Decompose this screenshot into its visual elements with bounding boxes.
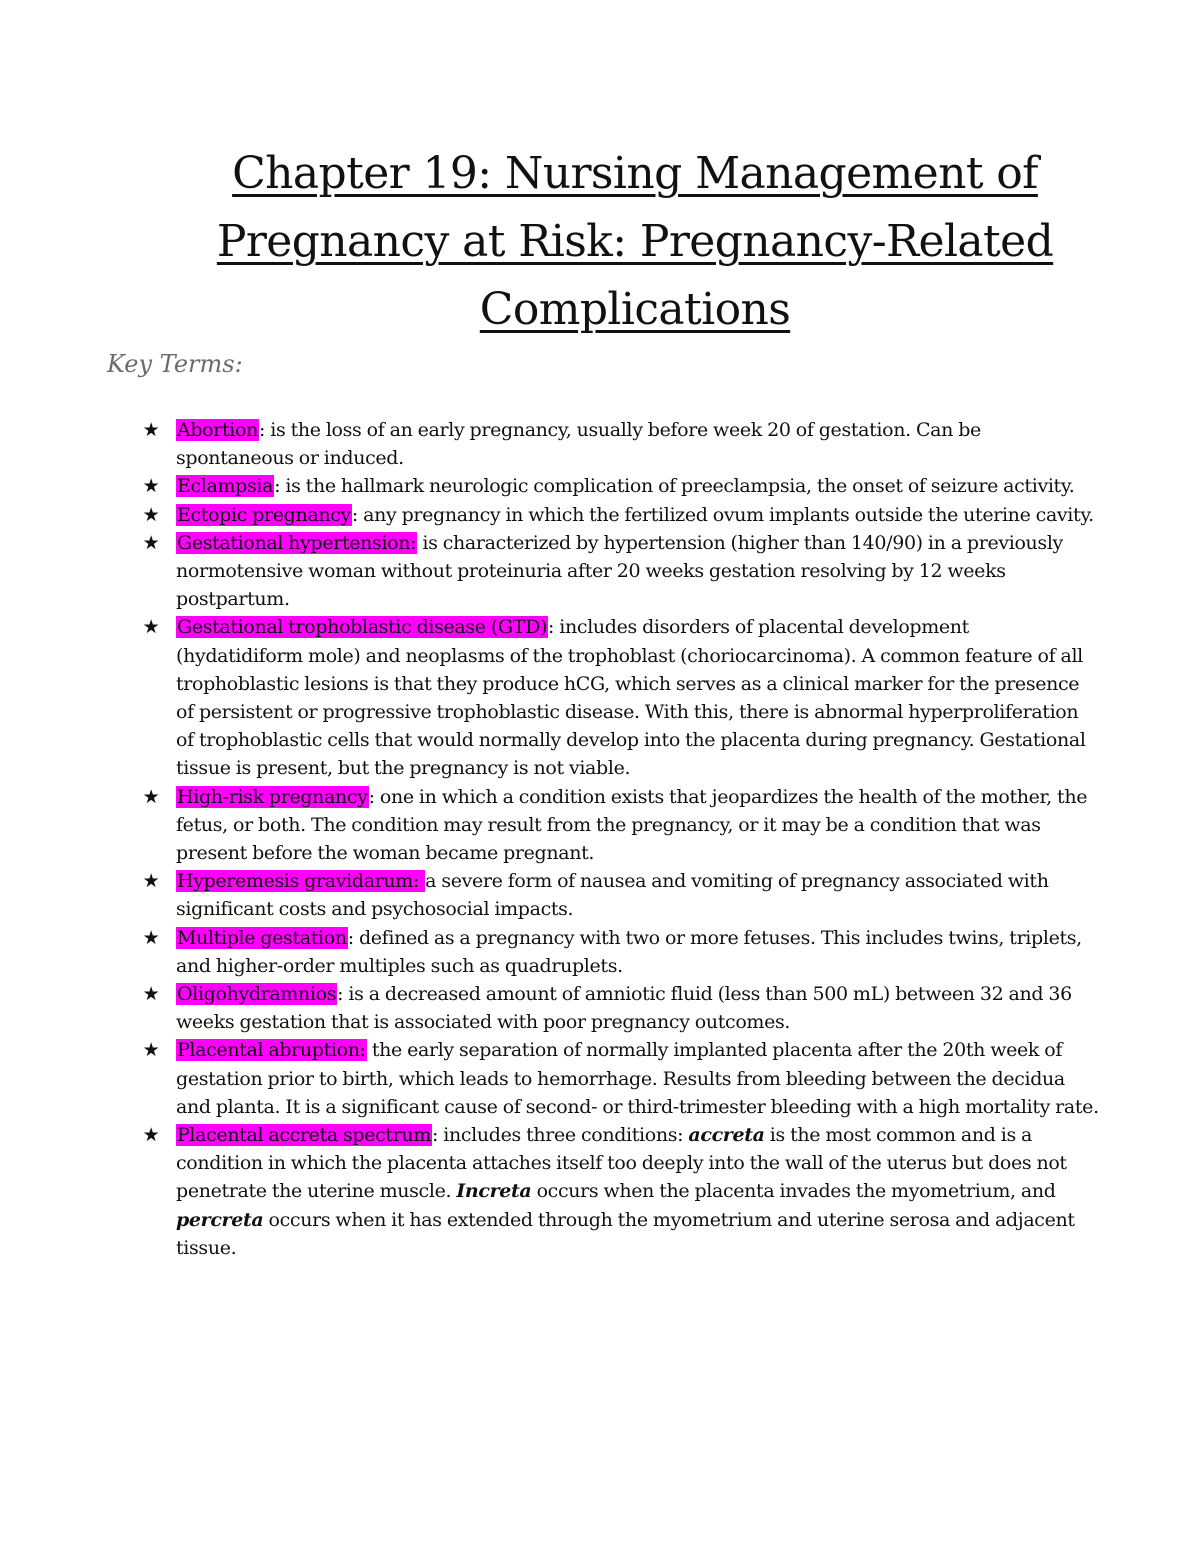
star-icon: ★ xyxy=(142,419,160,441)
list-item xyxy=(140,501,1100,529)
highlighted-term: Gestational trophoblastic disease (GTD) xyxy=(177,616,548,639)
term-separator: : xyxy=(368,785,375,808)
star-icon: ★ xyxy=(142,475,160,498)
term-definition: one in which a condition exists that jeopardizes the health of the mother, the fetus, or both. The condition may result from the pregnancy, or it may be a condition that was present before the woman became pregnant. xyxy=(176,785,1088,865)
document-title: Chapter 19: Nursing Management of Pregnancy at Risk: Pregnancy-Related Complications xyxy=(216,148,1054,335)
term-definition: is characterized by hypertension (higher than 140/90) in a previously normotensive woman without proteinuria after 20 weeks gestation resolving by 12 weeks postpartum. xyxy=(176,531,1063,611)
term-separator: : xyxy=(337,983,344,1006)
star-icon: ★ xyxy=(142,1124,160,1147)
list-item xyxy=(140,980,1100,1036)
term-definition: is the hallmark neurologic complication of preeclampsia, the onset of seizure activity. xyxy=(280,475,1075,498)
emphasized-term-increta: Increta xyxy=(456,1180,532,1203)
highlighted-term: Gestational hypertension: xyxy=(177,531,417,554)
term-separator: : xyxy=(274,475,281,498)
emphasized-term-percreta: percreta xyxy=(176,1208,264,1231)
list-item xyxy=(140,924,1100,980)
list-item xyxy=(140,867,1100,923)
term-definition: defined as a pregnancy with two or more fetuses. This includes twins, triplets, and higher-order multiples such as quadruplets. xyxy=(176,926,1082,977)
term-definition: a severe form of nausea and vomiting of pregnancy associated with significant costs and psychosocial impacts. xyxy=(176,870,1049,921)
term-separator: : xyxy=(347,926,354,949)
list-item xyxy=(140,472,1100,500)
term-definition: includes disorders of placental development (hydatidiform mole) and neoplasms of the trophoblast (choriocarcinoma). A common feature of all trophoblastic lesions is that they produce hCG, which serves as a clinical marker for the presence of persistent or progressive trophoblastic disease. With this, there is abnormal hyperproliferation of trophoblastic cells that would normally develop into the placenta during pregnancy. Gestational tissue is present, but the pregnancy is not viable. xyxy=(176,616,1086,780)
term-definition: any pregnancy in which the fertilized ovum implants outside the uterine cavity. xyxy=(357,503,1094,526)
highlighted-term: Oligohydramnios xyxy=(177,983,337,1006)
key-terms-heading: Key Terms: xyxy=(107,350,243,378)
list-item xyxy=(140,416,1100,472)
highlighted-term: Multiple gestation xyxy=(177,926,347,949)
highlighted-term: Placental abruption: xyxy=(177,1039,366,1062)
term-definition: is the loss of an early pregnancy, usually before week 20 of gestation. Can be spontaneous or induced. xyxy=(176,419,981,470)
list-item xyxy=(140,1121,1100,1262)
highlighted-term: Placental accreta spectrum xyxy=(177,1124,431,1147)
term-definition: is a decreased amount of amniotic fluid (less than 500 mL) between 32 and 36 weeks gestation that is associated with poor pregnancy outcomes. xyxy=(176,983,1072,1034)
highlighted-term: Abortion xyxy=(177,419,258,441)
term-definition: includes three conditions: xyxy=(438,1124,689,1147)
highlighted-term: High-risk pregnancy xyxy=(177,785,368,808)
emphasized-term-accreta: accreta xyxy=(688,1124,765,1147)
star-icon: ★ xyxy=(142,926,160,949)
list-item xyxy=(140,1036,1100,1121)
term-definition: the early separation of normally implanted placenta after the 20th week of gestation prior to birth, which leads to hemorrhage. Results from bleeding between the decidua and planta. It is a significant cause of second- or third-trimester bleeding with a high mortality rate. xyxy=(176,1039,1099,1118)
term-definition: occurs when it has extended through the myometrium and uterine serosa and adjacent tissue. xyxy=(176,1208,1075,1259)
list-item xyxy=(140,783,1100,868)
term-separator: : xyxy=(548,616,555,639)
highlighted-term: Ectopic pregnancy xyxy=(177,503,351,526)
star-icon: ★ xyxy=(142,616,160,639)
key-terms-list xyxy=(140,416,1100,1262)
term-separator: : xyxy=(432,1124,439,1147)
star-icon: ★ xyxy=(142,785,160,808)
term-definition: occurs when the placenta invades the myometrium, and xyxy=(531,1180,1056,1203)
list-item xyxy=(140,529,1100,614)
term-separator: : xyxy=(259,419,266,441)
star-icon: ★ xyxy=(142,1039,160,1062)
highlighted-term: Hyperemesis gravidarum: xyxy=(177,870,425,893)
star-icon: ★ xyxy=(142,870,160,893)
star-icon: ★ xyxy=(142,983,160,1006)
star-icon: ★ xyxy=(142,503,160,526)
term-definition: is the most common and is a condition in which the placenta attaches itself too deeply into the wall of the uterus but does not penetrate the uterine muscle. xyxy=(176,1124,1067,1203)
star-icon: ★ xyxy=(142,531,160,554)
list-item xyxy=(140,613,1100,782)
highlighted-term: Eclampsia xyxy=(177,475,274,498)
term-separator: : xyxy=(351,503,358,526)
